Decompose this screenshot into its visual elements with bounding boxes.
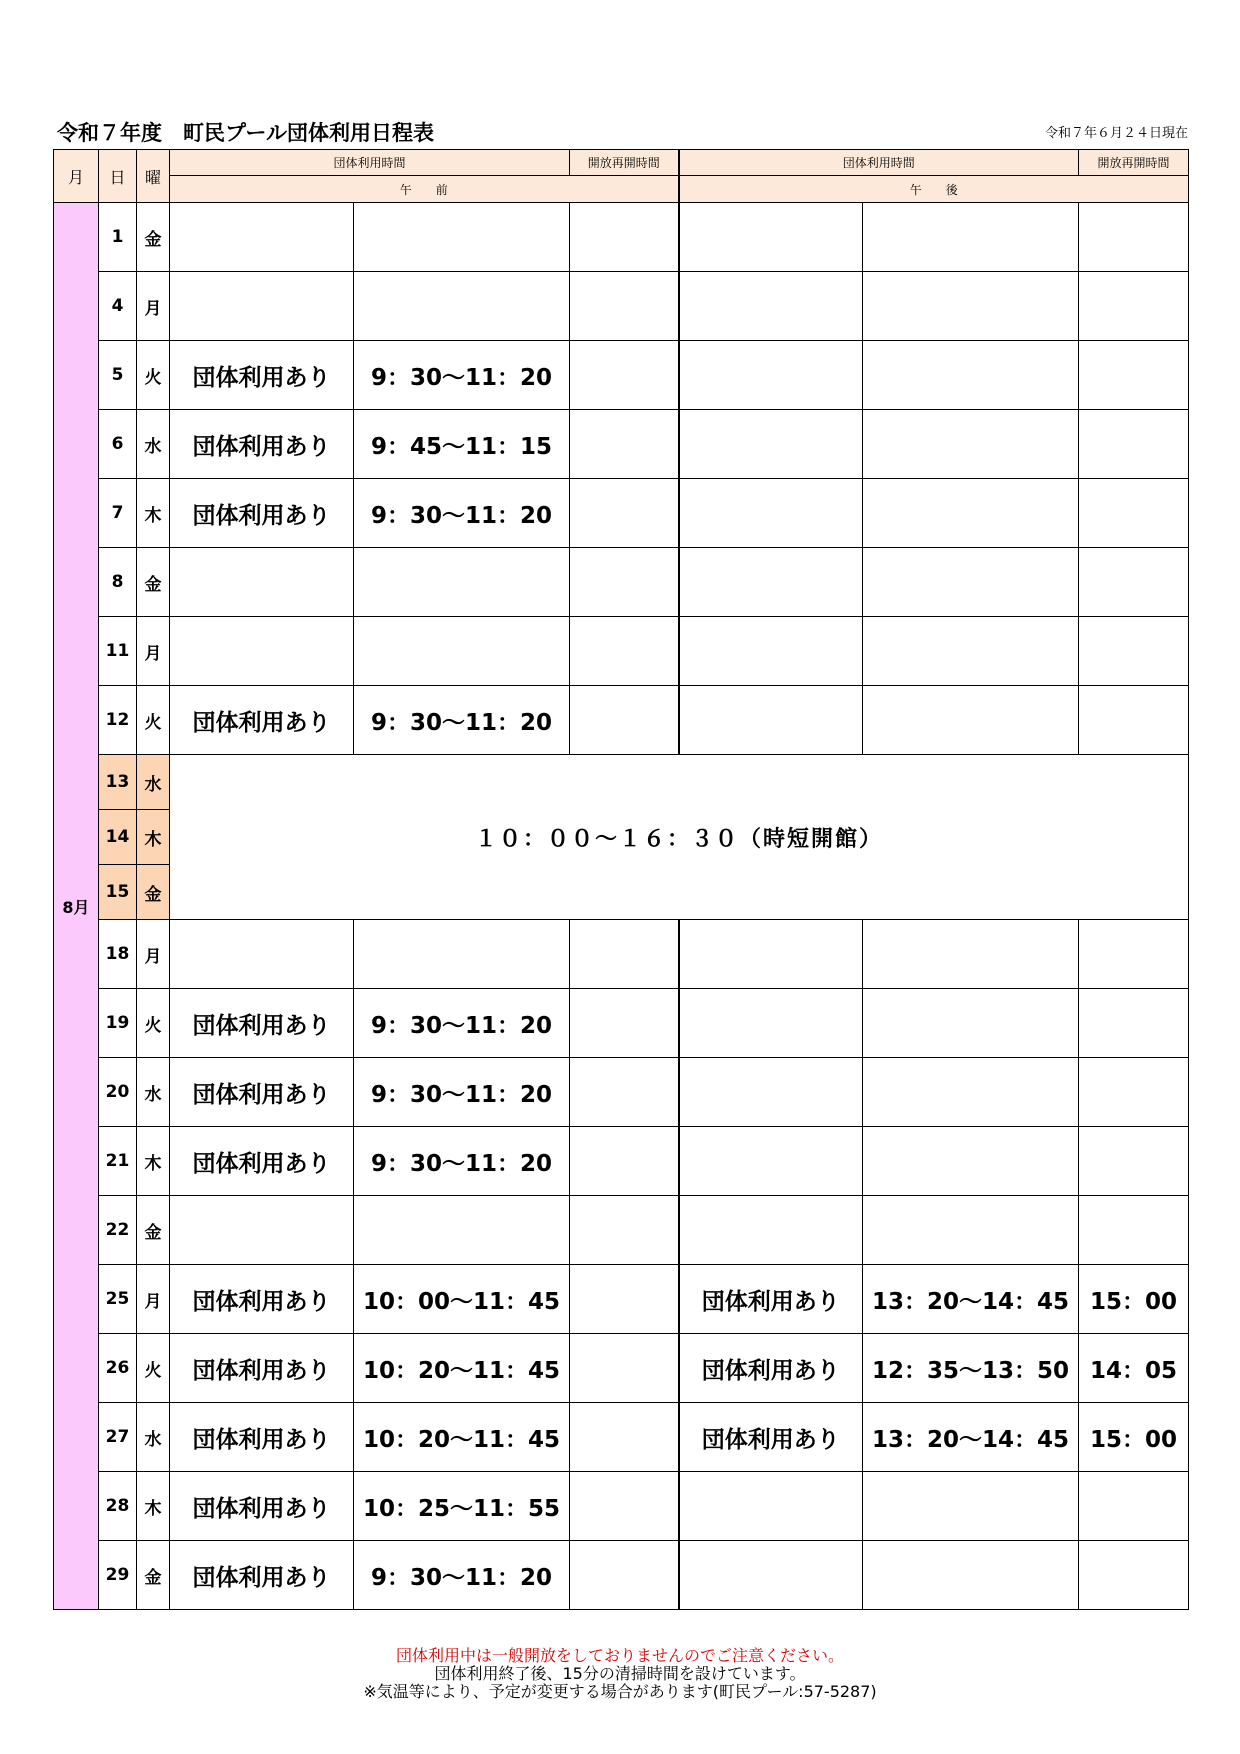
pm-time-cell: [863, 1472, 1079, 1541]
weekday-cell: 水: [137, 1403, 170, 1472]
col-weekday-header: 曜: [137, 150, 170, 203]
day-cell: 21: [99, 1127, 137, 1196]
day-cell: 18: [99, 920, 137, 989]
pm-status-cell: [679, 479, 863, 548]
as-of-date: 令和７年６月２４日現在: [1044, 126, 1188, 141]
pm-reopen-cell: [1079, 410, 1189, 479]
weekday-cell: 火: [137, 341, 170, 410]
pm-time-cell: [863, 479, 1079, 548]
pm-status-cell: [679, 341, 863, 410]
pm-time-cell: [863, 410, 1079, 479]
am-status-cell: 団体利用あり: [170, 989, 354, 1058]
day-cell: 19: [99, 989, 137, 1058]
am-time-cell: 9：30～11：20: [354, 341, 570, 410]
weekday-cell: 月: [137, 920, 170, 989]
weekday-cell: 金: [137, 865, 170, 920]
pm-reopen-cell: 15：00: [1079, 1403, 1189, 1472]
weekday-cell: 水: [137, 755, 170, 810]
am-time-cell: 9：30～11：20: [354, 1541, 570, 1610]
pm-time-cell: [863, 920, 1079, 989]
pm-reopen-header: 開放再開時間: [1079, 150, 1189, 176]
weekday-cell: 月: [137, 1265, 170, 1334]
am-time-cell: 9：45～11：15: [354, 410, 570, 479]
weekday-cell: 火: [137, 1334, 170, 1403]
am-status-cell: [170, 272, 354, 341]
am-reopen-cell: [570, 548, 679, 617]
schedule-row: [54, 410, 1189, 479]
pm-status-cell: 団体利用あり: [679, 1334, 863, 1403]
day-cell: 6: [99, 410, 137, 479]
pm-time-cell: [863, 1127, 1079, 1196]
am-reopen-cell: [570, 1265, 679, 1334]
pm-time-cell: [863, 1196, 1079, 1265]
am-time-cell: 10：20～11：45: [354, 1334, 570, 1403]
am-time-cell: [354, 920, 570, 989]
pm-reopen-cell: [1079, 686, 1189, 755]
am-reopen-cell: [570, 1472, 679, 1541]
weekday-cell: 火: [137, 686, 170, 755]
am-status-cell: [170, 548, 354, 617]
pm-status-cell: [679, 1127, 863, 1196]
pm-status-cell: [679, 1472, 863, 1541]
pm-time-cell: [863, 548, 1079, 617]
am-time-cell: 9：30～11：20: [354, 1058, 570, 1127]
pm-reopen-cell: [1079, 341, 1189, 410]
am-reopen-cell: [570, 1196, 679, 1265]
am-reopen-cell: [570, 1541, 679, 1610]
pm-reopen-cell: [1079, 1541, 1189, 1610]
header-row-1: [54, 150, 1189, 176]
day-cell: 5: [99, 341, 137, 410]
day-cell: 8: [99, 548, 137, 617]
pm-status-cell: [679, 920, 863, 989]
pm-header: 午 後: [679, 176, 1189, 203]
am-reopen-cell: [570, 1127, 679, 1196]
am-time-cell: [354, 272, 570, 341]
weekday-cell: 金: [137, 203, 170, 272]
warning-note: 団体利用中は一般開放をしておりませんのでご注意ください。: [395, 1646, 844, 1665]
header-row-2: [54, 176, 1189, 203]
am-time-cell: [354, 617, 570, 686]
day-cell: 15: [99, 865, 137, 920]
am-status-cell: 団体利用あり: [170, 1334, 354, 1403]
day-cell: 20: [99, 1058, 137, 1127]
am-time-cell: [354, 203, 570, 272]
schedule-table: [53, 149, 1189, 1610]
pm-status-cell: [679, 686, 863, 755]
day-cell: 28: [99, 1472, 137, 1541]
am-reopen-header: 開放再開時間: [570, 150, 679, 176]
am-header: 午 前: [170, 176, 679, 203]
weekday-cell: 水: [137, 410, 170, 479]
weekday-cell: 木: [137, 1472, 170, 1541]
schedule-row: [54, 272, 1189, 341]
col-month-header: 月: [54, 150, 99, 203]
schedule-row: [54, 1196, 1189, 1265]
am-reopen-cell: [570, 686, 679, 755]
day-cell: 26: [99, 1334, 137, 1403]
am-status-cell: 団体利用あり: [170, 1058, 354, 1127]
pm-status-cell: 団体利用あり: [679, 1265, 863, 1334]
pm-reopen-cell: [1079, 989, 1189, 1058]
am-status-cell: [170, 920, 354, 989]
am-group-time-header: 団体利用時間: [170, 150, 570, 176]
schedule-row: [54, 548, 1189, 617]
pm-time-cell: [863, 617, 1079, 686]
schedule-row: [54, 1265, 1189, 1334]
pm-status-cell: [679, 1196, 863, 1265]
weekday-cell: 木: [137, 810, 170, 865]
am-reopen-cell: [570, 410, 679, 479]
schedule-row: [54, 686, 1189, 755]
weekday-cell: 火: [137, 989, 170, 1058]
am-time-cell: 10：20～11：45: [354, 1403, 570, 1472]
am-reopen-cell: [570, 989, 679, 1058]
day-cell: 14: [99, 810, 137, 865]
am-status-cell: 団体利用あり: [170, 479, 354, 548]
day-cell: 13: [99, 755, 137, 810]
month-cell: 8月: [54, 203, 99, 1610]
am-status-cell: 団体利用あり: [170, 1403, 354, 1472]
weekday-cell: 木: [137, 479, 170, 548]
pm-status-cell: [679, 989, 863, 1058]
am-status-cell: [170, 203, 354, 272]
am-status-cell: 団体利用あり: [170, 1127, 354, 1196]
day-cell: 25: [99, 1265, 137, 1334]
am-reopen-cell: [570, 1058, 679, 1127]
pm-reopen-cell: 14：05: [1079, 1334, 1189, 1403]
schedule-row: [54, 617, 1189, 686]
pm-status-cell: [679, 272, 863, 341]
notes: [0, 1647, 1240, 1701]
am-status-cell: 団体利用あり: [170, 410, 354, 479]
pm-reopen-cell: [1079, 1058, 1189, 1127]
day-cell: 27: [99, 1403, 137, 1472]
pm-group-time-header: 団体利用時間: [679, 150, 1079, 176]
day-cell: 4: [99, 272, 137, 341]
pm-time-cell: [863, 272, 1079, 341]
day-cell: 29: [99, 1541, 137, 1610]
schedule-row: [54, 920, 1189, 989]
am-time-cell: [354, 548, 570, 617]
pm-reopen-cell: [1079, 617, 1189, 686]
day-cell: 7: [99, 479, 137, 548]
pm-reopen-cell: [1079, 1472, 1189, 1541]
am-reopen-cell: [570, 1334, 679, 1403]
schedule-row: [54, 1472, 1189, 1541]
pm-time-cell: [863, 1058, 1079, 1127]
pm-status-cell: [679, 203, 863, 272]
short-hours-row: [54, 755, 1189, 810]
day-cell: 11: [99, 617, 137, 686]
weekday-cell: 水: [137, 1058, 170, 1127]
am-reopen-cell: [570, 617, 679, 686]
am-status-cell: 団体利用あり: [170, 1265, 354, 1334]
schedule-row: [54, 1541, 1189, 1610]
pm-status-cell: [679, 548, 863, 617]
pm-reopen-cell: [1079, 272, 1189, 341]
am-status-cell: 団体利用あり: [170, 1541, 354, 1610]
pm-time-cell: [863, 1541, 1079, 1610]
am-time-cell: 9：30～11：20: [354, 989, 570, 1058]
pm-time-cell: [863, 203, 1079, 272]
pm-reopen-cell: [1079, 203, 1189, 272]
am-time-cell: 9：30～11：20: [354, 479, 570, 548]
weekday-cell: 金: [137, 548, 170, 617]
weekday-cell: 月: [137, 272, 170, 341]
am-reopen-cell: [570, 1403, 679, 1472]
pm-status-cell: [679, 1058, 863, 1127]
schedule-row: [54, 479, 1189, 548]
pm-reopen-cell: [1079, 479, 1189, 548]
weekday-cell: 月: [137, 617, 170, 686]
schedule-row: [54, 1403, 1189, 1472]
schedule-row: [54, 203, 1189, 272]
am-reopen-cell: [570, 272, 679, 341]
am-time-cell: 9：30～11：20: [354, 686, 570, 755]
am-status-cell: [170, 1196, 354, 1265]
am-time-cell: 10：00～11：45: [354, 1265, 570, 1334]
schedule-row: [54, 341, 1189, 410]
pm-reopen-cell: [1079, 548, 1189, 617]
col-day-header: 日: [99, 150, 137, 203]
am-status-cell: [170, 617, 354, 686]
pm-status-cell: [679, 617, 863, 686]
am-time-cell: 10：25～11：55: [354, 1472, 570, 1541]
pm-reopen-cell: 15：00: [1079, 1265, 1189, 1334]
pm-time-cell: 13：20～14：45: [863, 1265, 1079, 1334]
schedule-body: [54, 150, 1189, 1610]
schedule-row: [54, 1127, 1189, 1196]
page-title: 令和７年度 町民プール団体利用日程表: [57, 121, 434, 145]
am-reopen-cell: [570, 203, 679, 272]
pm-time-cell: [863, 686, 1079, 755]
am-status-cell: 団体利用あり: [170, 1472, 354, 1541]
pm-time-cell: [863, 341, 1079, 410]
weather-note: ※気温等により、予定が変更する場合があります(町民プール:57-5287): [363, 1682, 877, 1701]
day-cell: 1: [99, 203, 137, 272]
pm-time-cell: [863, 989, 1079, 1058]
am-status-cell: 団体利用あり: [170, 686, 354, 755]
pm-time-cell: 12：35～13：50: [863, 1334, 1079, 1403]
am-reopen-cell: [570, 920, 679, 989]
am-status-cell: 団体利用あり: [170, 341, 354, 410]
schedule-row: [54, 989, 1189, 1058]
day-cell: 12: [99, 686, 137, 755]
am-reopen-cell: [570, 479, 679, 548]
weekday-cell: 木: [137, 1127, 170, 1196]
pm-status-cell: [679, 410, 863, 479]
pm-reopen-cell: [1079, 1127, 1189, 1196]
pm-time-cell: 13：20～14：45: [863, 1403, 1079, 1472]
weekday-cell: 金: [137, 1541, 170, 1610]
day-cell: 22: [99, 1196, 137, 1265]
am-time-cell: [354, 1196, 570, 1265]
schedule-row: [54, 1334, 1189, 1403]
cleaning-note: 団体利用終了後、15分の清掃時間を設けています。: [434, 1664, 806, 1683]
weekday-cell: 金: [137, 1196, 170, 1265]
short-hours-notice: １０：００～１６：３０（時短開館）: [170, 755, 1189, 920]
pm-status-cell: 団体利用あり: [679, 1403, 863, 1472]
pm-reopen-cell: [1079, 1196, 1189, 1265]
pm-status-cell: [679, 1541, 863, 1610]
am-time-cell: 9：30～11：20: [354, 1127, 570, 1196]
schedule-row: [54, 1058, 1189, 1127]
pm-reopen-cell: [1079, 920, 1189, 989]
am-reopen-cell: [570, 341, 679, 410]
